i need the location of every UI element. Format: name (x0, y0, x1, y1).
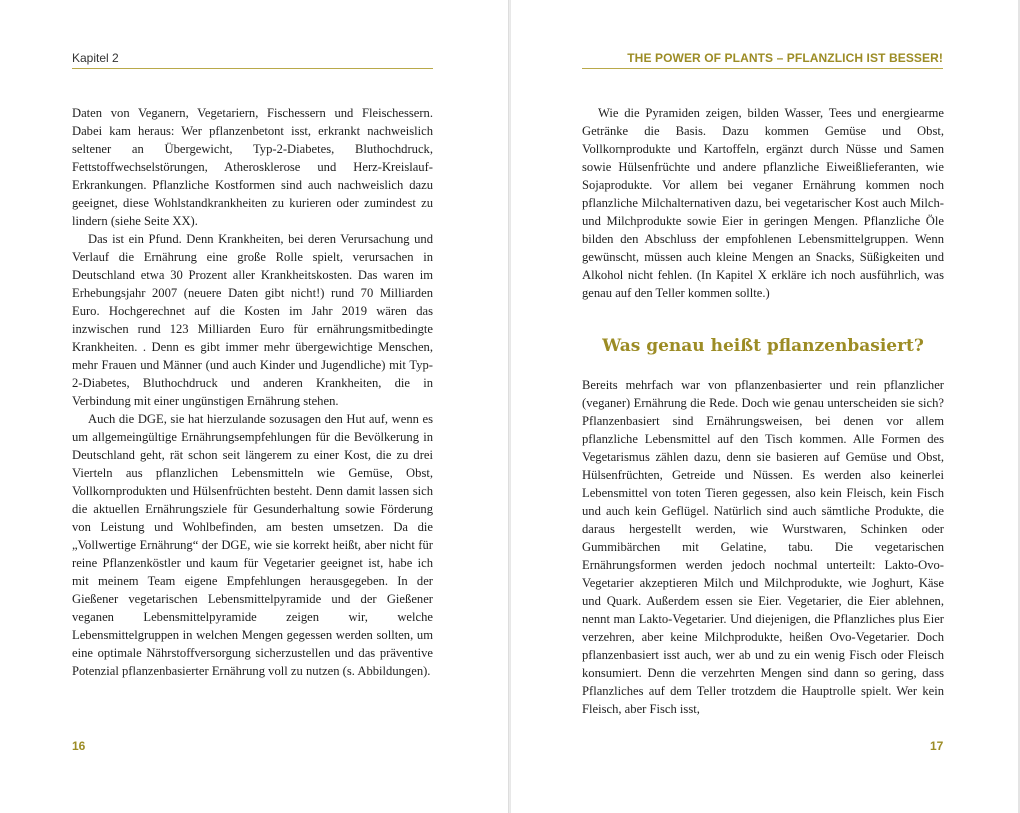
section-heading: Was genau heißt pflanzenbasiert? (602, 336, 924, 356)
paragraph: Wie die Pyramiden zeigen, bilden Wasser, Tees und energiearme Getränke die Basis. Dazu kommen Gemüse und Obst, Vollkornprodukte und Kartoffeln, ergänzt durch Nüsse und Samen sowie Hülsenfrüchte und andere pflanzliche Eiweißlieferanten, wie Sojaprodukte. Vor allem bei veganer Ernährung kommen noch pflanzliche Milchalternativen dazu, bei vegetarischer Kost auch Milch- und Milchprodukte sowie Eier in geringen Mengen. Pflanzliche Öle bilden den Abschluss der empfohlenen Lebensmittelgruppen. Wenn gewünscht, müssen auch kleine Mengen an Snacks, Süßigkeiten und Alkohol nicht fehlen. (In Kapitel X erkläre ich noch ausführlich, was genau auf den Teller kommen sollte.) (582, 106, 944, 300)
running-head-chapter: Kapitel 2 (72, 50, 433, 69)
page-number-right: 17 (930, 739, 944, 753)
right-page-body (582, 376, 944, 718)
paragraph: Bereits mehrfach war von pflanzenbasierter und rein pflanzlicher (veganer) Ernährung die Rede. Doch wie genau unterscheiden sie sich? Pflanzenbasiert sind Ernährungsweisen, bei denen vor allem pflanzliche Lebensmittel auf den Tisch kommen. Alle Formen des Vegetarismus zählen dazu, denn sie basieren auf Gemüse und Obst, Hülsenfrüchten, Getreide und Nüssen. Es werden also keinerlei Lebensmittel von toten Tieren gegessen, also kein Fleisch, kein Fisch und auch kein Geflügel. Natürlich sind auch sämtliche Produkte, die daraus hergestellt werden, wie Wurstwaren, Schinken oder Gummibärchen mit Gelatine, tabu. Die vegetarischen Ernährungsformen werden jedoch nochmal unterteilt: Lakto-Ovo-Vegetarier akzeptieren Milch und Milchprodukte, wie Joghurt, Käse und Quark. Außerdem essen sie Eier. Vegetarier, die Eier ablehnen, nennt man Lakto-Vegetarier. Und diejenigen, die Pflanzliches plus Eier verzehren, aber keine Milchprodukte, heißen Ovo-Vegetarier. Doch pflanzenbasiert isst auch, wer ab und zu ein wenig Fisch oder Fleisch konsumiert. Denn die verzehrten Mengen sind dann so gering, dass Pflanzliches auf dem Teller trotzdem die Hauptrolle spielt. Wer kein Fleisch, aber Fisch isst, (582, 378, 944, 716)
paragraph: Das ist ein Pfund. Denn Krankheiten, bei deren Verursachung und Verlauf die Ernährung eine große Rolle spielt, verursachen in Deutschland etwa 30 Prozent aller Krankheitskosten. Das waren im Erhebungsjahr 2007 (neuere Daten gibt nicht!) rund 70 Milliarden Euro. Hochgerechnet auf die Kosten im Jahr 2019 wären das inzwischen rund 123 Milliarden Euro für ernährungsmitbedingte Krankheiten. . Denn es gibt immer mehr übergewichtige Menschen, mehr Frauen und Männer (und auch Kinder und Jugendliche) mit Typ-2-Diabetes, Bluthochdruck und anderen Krankheiten, die in Verbindung mit einer ungünstigen Ernährung stehen. (72, 232, 433, 408)
paragraph: Daten von Veganern, Vegetariern, Fischessern und Fleischessern. Dabei kam heraus: Wer pflanzenbetont isst, erkrankt nachweislich seltener an Übergewicht, Typ-2-Diabetes, Bluthochdruck, Fettstoffwechselstörungen, Atherosklerose und Herz-Kreislauf-Erkrankungen. Pflanzliche Kostformen sind auch nachweislich dazu geeignet, diese Wohlstandkrankheiten zu kurieren oder zumindest zu lindern (siehe Seite XX). (72, 106, 433, 228)
page-number-left: 16 (72, 739, 86, 753)
left-page-body (72, 104, 433, 680)
running-head-book-title: THE POWER OF PLANTS – PFLANZLICH IST BESSER! (582, 50, 943, 69)
paragraph: Auch die DGE, sie hat hierzulande sozusagen den Hut auf, wenn es um allgemeingültige Ernährungsempfehlungen für die Bevölkerung in Deutschland geht, rät schon seit längerem zu einer Kost, die zu drei Vierteln aus pflanzlichen Lebensmitteln wie Gemüse, Obst, Vollkornprodukten und Hülsenfrüchten besteht. Denn damit lassen sich die aktuellen Ernährungsziele für Gesunderhaltung sowie Förderung von Leistung und Wohlbefinden, am besten umsetzen. Da die „Vollwertige Ernährung“ der DGE, wie sie korrekt heißt, aber nicht für reine Pflanzenköstler und kaum für Vegetarier geeignet ist, habe ich mit meinem Team eigene Empfehlungen herausgegeben. In der Gießener vegetarischen Lebensmittelpyramide und der Gießener veganen Lebensmittelpyramide zeigen wir, welche Lebensmittelgruppen in welchen Mengen gegessen werden sollten, um eine optimale Nährstoffversorgung sicherzustellen und das präventive Potenzial pflanzenbasierter Ernährung voll zu nutzen (s. Abbildungen). (72, 412, 433, 678)
left-page (0, 0, 508, 813)
right-page-intro (582, 104, 944, 302)
right-page (511, 0, 1020, 813)
